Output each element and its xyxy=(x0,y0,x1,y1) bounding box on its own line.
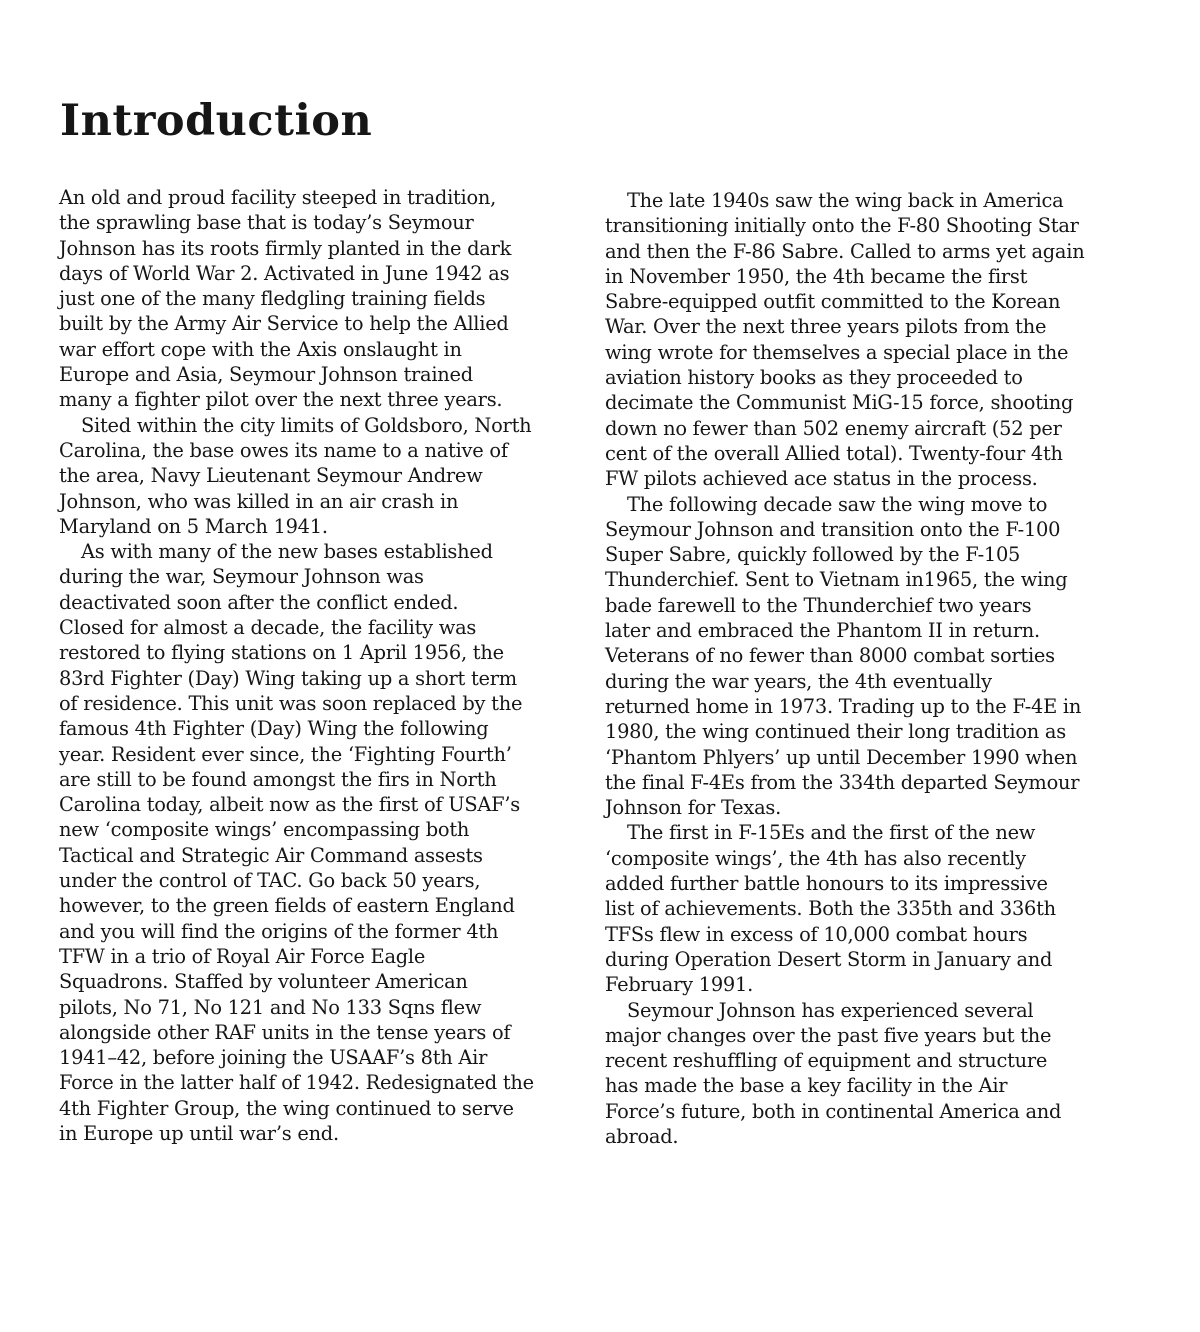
text-line: An old and proud facility steeped in tradition, xyxy=(59,186,497,209)
text-line: new ‘composite wings’ encompassing both xyxy=(59,818,470,842)
text-line: days of World War 2. Activated in June 1942 as xyxy=(59,261,510,285)
text-line: aviation history books as they proceeded to xyxy=(605,366,1023,390)
text-line: Veterans of no fewer than 8000 combat sorties xyxy=(605,644,1055,668)
text-line: 1941–42, before joining the USAAF’s 8th Air xyxy=(59,1046,488,1070)
text-line: of residence. This unit was soon replaced by the xyxy=(59,691,523,715)
text-line: ‘Phantom Phlyers’ up until December 1990 when xyxy=(605,745,1078,769)
text-line: 4th Fighter Group, the wing continued to serve xyxy=(59,1096,514,1120)
text-line: restored to flying stations on 1 April 1956, the xyxy=(59,641,504,665)
text-line: The late 1940s saw the wing back in America xyxy=(627,189,1064,212)
text-line: Sited within the city limits of Goldsboro, North xyxy=(81,413,532,437)
text-line: transitioning initially onto the F-80 Shooting Star xyxy=(605,214,1079,238)
text-line: abroad. xyxy=(605,1124,679,1148)
text-line: Seymour Johnson has experienced several xyxy=(627,998,1034,1022)
text-line: ‘composite wings’, the 4th has also recently xyxy=(605,846,1026,870)
text-line: bade farewell to the Thunderchief two years xyxy=(605,593,1032,617)
text-line: Sabre-equipped outfit committed to the Korean xyxy=(605,290,1061,314)
text-line: TFSs flew in excess of 10,000 combat hours xyxy=(605,922,1028,946)
text-line: wing wrote for themselves a special place in the xyxy=(605,340,1069,364)
text-line: the sprawling base that is today’s Seymour xyxy=(59,211,474,235)
text-line: list of achievements. Both the 335th and 336th xyxy=(605,897,1056,921)
text-line: under the control of TAC. Go back 50 years, xyxy=(59,869,481,893)
text-line: Squadrons. Staffed by volunteer American xyxy=(59,970,468,994)
text-line: war effort cope with the Axis onslaught in xyxy=(59,337,462,361)
text-line: during the war years, the 4th eventually xyxy=(605,669,992,693)
text-line: As with many of the new bases established xyxy=(81,540,493,564)
text-line: The first in F-15Es and the first of the new xyxy=(627,821,1036,845)
text-line: Force’s future, both in continental America and xyxy=(605,1099,1062,1123)
text-line: built by the Army Air Service to help the Allied xyxy=(59,312,509,336)
text-line: however, to the green fields of eastern England xyxy=(59,894,515,918)
text-line: cent of the overall Allied total). Twenty-four 4th xyxy=(605,441,1063,465)
text-line: TFW in a trio of Royal Air Force Eagle xyxy=(59,944,426,968)
text-line: during Operation Desert Storm in January and xyxy=(605,947,1053,971)
text-line: Johnson has its roots firmly planted in the dark xyxy=(59,236,512,260)
text-line: the area, Navy Lieutenant Seymour Andrew xyxy=(59,464,483,488)
text-line: famous 4th Fighter (Day) Wing the following xyxy=(59,717,489,741)
text-line: returned home in 1973. Trading up to the F-4E in xyxy=(605,694,1082,718)
text-line: alongside other RAF units in the tense years of xyxy=(59,1020,511,1044)
text-line: Johnson for Texas. xyxy=(605,796,781,820)
text-line: year. Resident ever since, the ‘Fighting Fourth’ xyxy=(59,742,512,766)
text-line: Thunderchief. Sent to Vietnam in1965, the wing xyxy=(605,568,1068,592)
page-title: Introduction xyxy=(60,96,373,146)
text-line: recent reshuffling of equipment and structure xyxy=(605,1049,1048,1073)
text-line: War. Over the next three years pilots from the xyxy=(605,315,1047,339)
text-line: Super Sabre, quickly followed by the F-105 xyxy=(605,543,1021,567)
text-column-left xyxy=(59,185,574,1146)
text-line: down no fewer than 502 enemy aircraft (52 per xyxy=(605,416,1062,440)
text-line: and then the F-86 Sabre. Called to arms yet again xyxy=(605,239,1085,263)
text-line: Closed for almost a decade, the facility was xyxy=(59,616,477,640)
text-line: 83rd Fighter (Day) Wing taking up a short term xyxy=(59,666,517,690)
text-line: later and embraced the Phantom II in return. xyxy=(605,619,1040,643)
text-line: major changes over the past five years but the xyxy=(605,1023,1052,1047)
text-line: Europe and Asia, Seymour Johnson trained xyxy=(59,363,473,387)
text-line: The following decade saw the wing move to xyxy=(627,492,1048,516)
text-line: and you will find the origins of the former 4th xyxy=(59,919,499,943)
text-column-right xyxy=(605,188,1130,1149)
text-line: FW pilots achieved ace status in the process. xyxy=(605,467,1038,491)
text-line: added further battle honours to its impressive xyxy=(605,872,1048,896)
text-line: deactivated soon after the conflict ended. xyxy=(59,590,459,614)
text-line: the final F-4Es from the 334th departed Seymour xyxy=(605,770,1080,794)
text-line: Carolina today, albeit now as the first of USAF’s xyxy=(59,793,520,817)
text-line: Carolina, the base owes its name to a native of xyxy=(59,438,508,462)
text-line: in November 1950, the 4th became the first xyxy=(605,264,1028,288)
text-line: Johnson, who was killed in an air crash in xyxy=(59,489,459,513)
text-line: Maryland on 5 March 1941. xyxy=(59,514,328,538)
text-line: are still to be found amongst the firs in North xyxy=(59,767,497,791)
text-line: Tactical and Strategic Air Command assests xyxy=(59,843,483,867)
text-line: has made the base a key facility in the Air xyxy=(605,1074,1008,1098)
text-line: decimate the Communist MiG-15 force, shooting xyxy=(605,391,1074,415)
text-line: 1980, the wing continued their long tradition as xyxy=(605,720,1066,744)
text-line: just one of the many fledgling training fields xyxy=(59,287,486,311)
text-line: during the war, Seymour Johnson was xyxy=(59,565,424,589)
text-line: pilots, No 71, No 121 and No 133 Sqns flew xyxy=(59,995,482,1019)
text-line: in Europe up until war’s end. xyxy=(59,1121,339,1145)
text-line: Seymour Johnson and transition onto the F-100 xyxy=(605,517,1061,541)
text-line: February 1991. xyxy=(605,973,753,997)
text-line: Force in the latter half of 1942. Redesignated the xyxy=(59,1071,534,1095)
text-line: many a fighter pilot over the next three years. xyxy=(59,388,503,412)
